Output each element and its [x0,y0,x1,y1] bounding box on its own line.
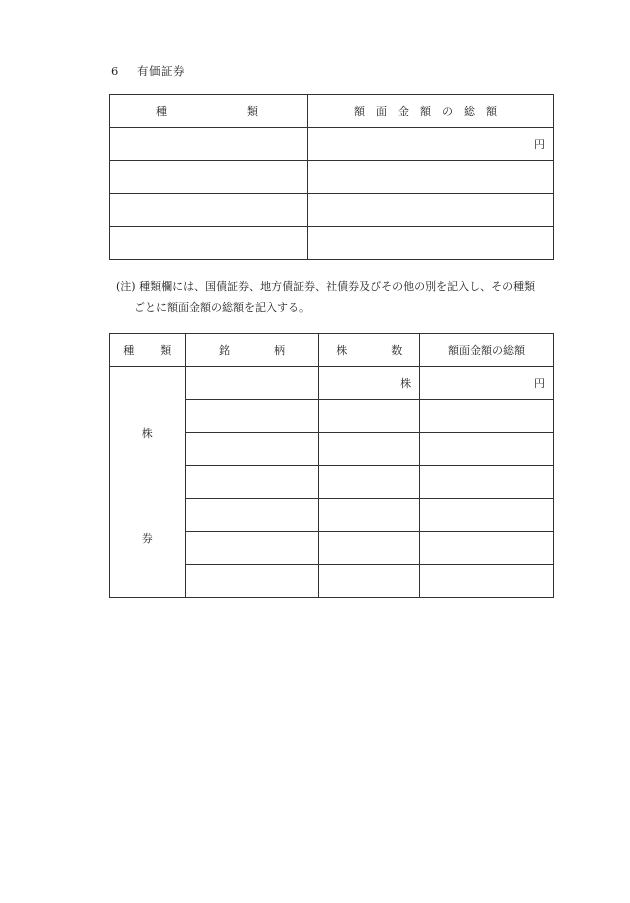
kind-cell[interactable] [110,128,308,161]
header-shares-char-1: 株 [336,344,348,357]
brand-cell[interactable] [185,565,319,598]
shares-unit: 株 [400,377,412,390]
yen-unit: 円 [534,377,545,390]
header-kind-char-1: 種 [156,105,167,118]
header-face-value-total: 額面金額の総額 [420,334,554,367]
amount-cell[interactable] [420,400,554,433]
header-kind [110,95,308,128]
amount-cell[interactable] [420,565,554,598]
amount-cell[interactable] [420,466,554,499]
table-row [110,161,554,194]
header-kind-char-2: 類 [160,344,172,357]
table-row [110,367,554,400]
header-kind [110,334,186,367]
kind-label-certificate: 券 [141,532,153,545]
kind-cell[interactable] [110,194,308,227]
kind-cell[interactable] [110,227,308,260]
table-row [110,227,554,260]
shares-cell[interactable] [319,400,420,433]
shares-cell[interactable] [319,532,420,565]
amount-cell[interactable] [420,433,554,466]
kind-cell[interactable] [110,161,308,194]
amount-cell[interactable] [420,499,554,532]
table-header-row [110,334,554,367]
header-shares-char-2: 数 [391,344,403,357]
amount-cell[interactable] [420,532,554,565]
section-title: 有価証券 [136,64,185,78]
amount-cell[interactable] [308,194,554,227]
section-heading [111,63,185,79]
brand-cell[interactable] [185,367,319,400]
header-shares [319,334,420,367]
note-line-1: (注) 種類欄には、国債証券、地方債証券、社債券及びその他の別を記入し、その種類 [116,280,536,293]
header-face-value-total: 額面金額の総額 [308,95,554,128]
header-kind-char-1: 種 [123,344,135,357]
shares-cell[interactable] [319,367,420,400]
table-row [110,128,554,161]
header-brand-char-1: 銘 [218,344,230,357]
header-brand-char-2: 柄 [273,344,285,357]
amount-cell[interactable] [308,128,554,161]
amount-cell[interactable] [308,227,554,260]
stock-certificates-table [109,333,554,598]
brand-cell[interactable] [185,433,319,466]
note-text [116,276,576,318]
brand-cell[interactable] [185,400,319,433]
shares-cell[interactable] [319,433,420,466]
brand-cell[interactable] [185,466,319,499]
table-row [110,194,554,227]
amount-cell[interactable] [308,161,554,194]
section-number: 6 [111,64,119,78]
yen-unit: 円 [534,138,545,151]
header-kind-char-2: 類 [247,105,258,118]
securities-table [109,94,554,260]
table-header-row [110,95,554,128]
brand-cell[interactable] [185,499,319,532]
shares-cell[interactable] [319,565,420,598]
kind-label-stock: 株 [141,427,153,440]
kind-merged-cell [110,367,186,598]
amount-cell[interactable] [420,367,554,400]
shares-cell[interactable] [319,499,420,532]
header-brand [185,334,319,367]
note-line-2: ごとに額面金額の総額を記入する。 [134,301,310,314]
brand-cell[interactable] [185,532,319,565]
shares-cell[interactable] [319,466,420,499]
